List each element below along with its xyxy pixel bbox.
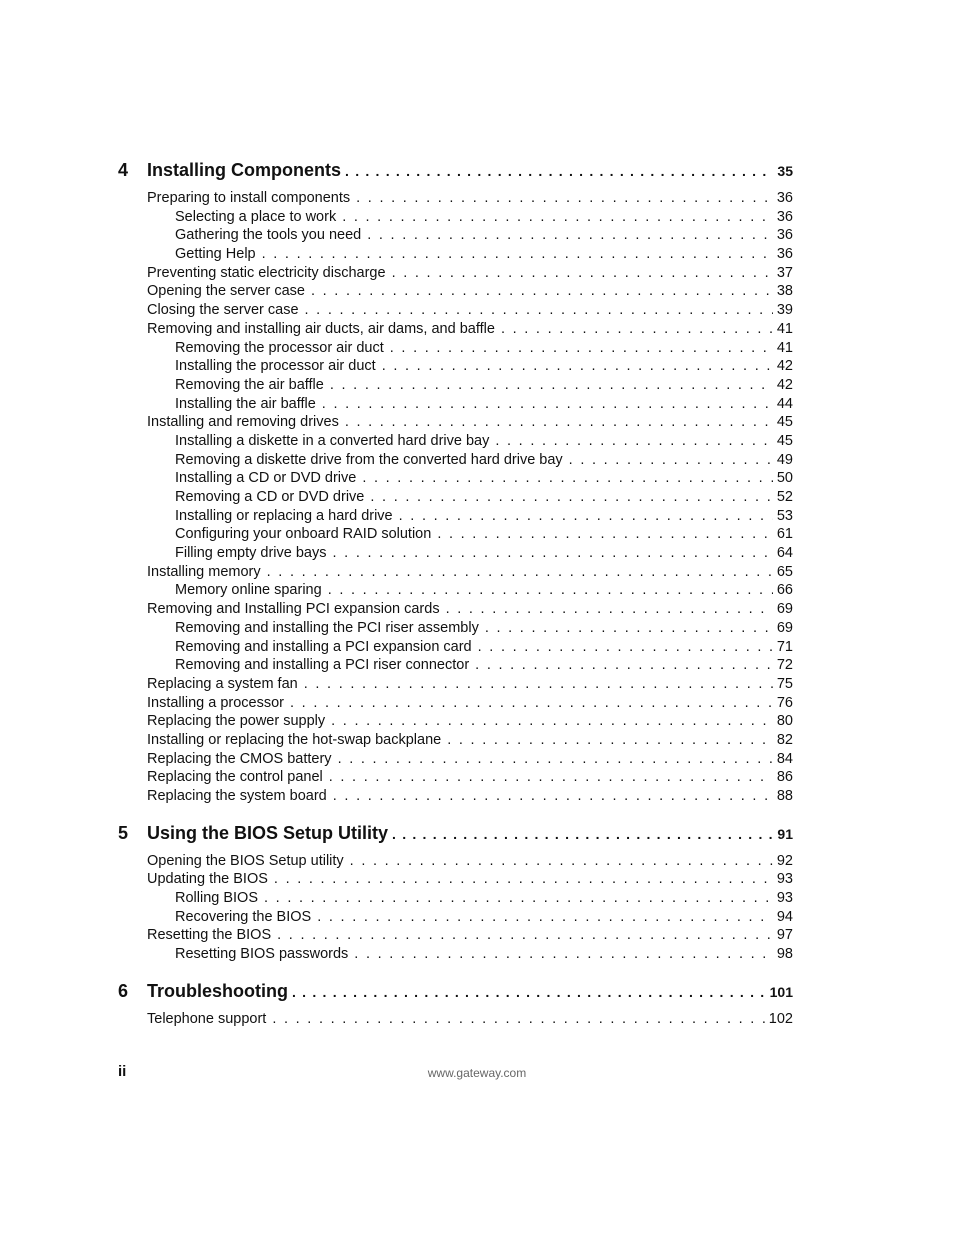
entry-title[interactable]: Replacing the CMOS battery [147,750,332,767]
entry-title[interactable]: Removing and installing a PCI riser connector [175,657,470,674]
toc-subsection-entry[interactable] [118,620,793,639]
chapter-gap [118,807,793,823]
dot-leader [322,396,773,412]
toc-section-entry[interactable] [118,676,793,695]
entry-page-number: 80 [776,713,793,730]
entry-title[interactable]: Removing a CD or DVD drive [175,489,365,505]
chapter-number: 6 [118,980,129,1001]
entry-title[interactable]: Preventing static electricity discharge [147,264,386,281]
entry-title[interactable]: Removing and installing the PCI riser assembly [175,619,479,636]
dot-leader [329,769,773,785]
dot-leader [328,582,773,598]
toc-subsection-entry[interactable] [118,358,793,377]
entry-title[interactable]: Installing memory [147,563,261,580]
entry-page-number: 42 [776,358,793,375]
toc-subsection-entry[interactable] [118,582,793,601]
dot-leader [356,190,773,206]
entry-page-number: 61 [776,526,793,543]
entry-page-number: 50 [776,470,793,487]
dot-leader [292,984,766,1000]
entry-title[interactable]: Replacing the control panel [147,769,323,786]
dot-leader [338,751,773,767]
entry-page-number: 49 [776,451,793,468]
dot-leader [317,909,773,925]
entry-title[interactable]: Preparing to install components [147,190,351,206]
toc-subsection-entry[interactable] [118,526,793,545]
entry-title[interactable]: Getting Help [175,246,256,263]
entry-page-number: 36 [776,246,793,263]
footer-page-number: ii [118,1063,127,1080]
entry-title[interactable]: Installing a CD or DVD drive [175,470,357,487]
toc-subsection-entry[interactable] [118,470,793,489]
entry-page-number: 102 [768,1010,793,1027]
entry-page-number: 92 [776,852,793,869]
entry-page-number: 41 [776,320,793,337]
chapter-page-number: 101 [769,983,793,1000]
entry-page-number: 88 [776,788,793,804]
entry-title[interactable]: Configuring your onboard RAID solution [175,526,432,543]
toc-section-entry[interactable] [118,1011,793,1030]
entry-title[interactable]: Installing and removing drives [147,414,339,431]
entry-page-number: 98 [776,946,793,963]
entry-title[interactable]: Installing or replacing a hard drive [175,507,393,524]
entry-title[interactable]: Filling empty drive bays [175,545,327,562]
dot-leader [345,163,773,179]
entry-page-number: 38 [776,283,793,300]
dot-leader [392,826,773,842]
entry-page-number: 64 [776,545,793,562]
entry-page-number: 93 [776,890,793,907]
entry-title[interactable]: Updating the BIOS [147,871,268,888]
toc-section-entry[interactable] [118,302,793,321]
toc-subsection-entry[interactable] [118,227,793,246]
entry-page-number: 65 [776,563,793,580]
entry-page-number: 52 [776,489,793,505]
dot-leader [478,639,773,655]
toc-section-entry[interactable] [118,601,793,620]
entry-page-number: 72 [776,657,793,674]
dot-leader [569,452,773,468]
entry-title[interactable]: Gathering the tools you need [175,227,362,244]
entry-page-number: 93 [776,871,793,888]
dot-leader [437,526,773,542]
entry-page-number: 94 [776,908,793,925]
entry-page-number: 41 [776,339,793,356]
entry-page-number: 39 [776,302,793,319]
toc-section-entry[interactable] [118,769,793,788]
toc-subsection-entry[interactable] [118,508,793,527]
entry-title[interactable]: Installing a processor [147,694,285,711]
toc-subsection-entry[interactable] [118,545,793,564]
dot-leader [342,209,773,225]
chapter-heading[interactable] [118,823,793,851]
entry-page-number: 71 [776,638,793,655]
toc-section-entry[interactable] [118,853,793,872]
toc-section-entry[interactable] [118,732,793,751]
dot-leader [333,545,773,561]
dot-leader [399,508,773,524]
toc-subsection-entry[interactable] [118,452,793,471]
entry-page-number: 82 [776,731,793,748]
toc-section-entry[interactable] [118,321,793,340]
toc-section-entry[interactable] [118,414,793,433]
toc-subsection-entry[interactable] [118,909,793,928]
dot-leader [277,927,773,943]
toc-subsection-entry[interactable] [118,396,793,415]
dot-leader [311,283,773,299]
dot-leader [290,695,773,711]
entry-title[interactable]: Removing and installing air ducts, air dams, and baffle [147,320,495,337]
chapter-number: 5 [118,822,129,843]
entry-title[interactable]: Resetting BIOS passwords [175,946,349,963]
entry-title[interactable]: Removing the processor air duct [175,339,384,356]
dot-leader [350,853,773,869]
entry-page-number: 76 [776,694,793,711]
entry-title[interactable]: Removing a diskette drive from the converted hard drive bay [175,451,563,468]
footer-url: www.gateway.com [427,1066,527,1080]
toc-subsection-entry[interactable] [118,639,793,658]
chapter-heading[interactable] [118,160,793,188]
table-of-contents [118,160,793,1030]
entry-page-number: 36 [776,208,793,225]
entry-title[interactable]: Replacing a system fan [147,675,298,692]
entry-page-number: 69 [776,619,793,636]
chapter-title[interactable]: Installing Components [147,160,342,180]
entry-title[interactable]: Installing or replacing the hot-swap backplane [147,731,442,748]
dot-leader [345,414,773,430]
toc-section-entry[interactable] [118,265,793,284]
entry-title[interactable]: Rolling BIOS [175,890,259,907]
chapter-number: 4 [118,160,129,180]
entry-title[interactable]: Replacing the system board [147,788,327,804]
toc-section-entry[interactable] [118,190,793,209]
toc-section-entry[interactable] [118,788,793,807]
dot-leader [331,713,773,729]
dot-leader [367,227,773,243]
dot-leader [274,871,773,887]
entry-page-number: 69 [776,601,793,618]
entry-title[interactable]: Installing the air baffle [175,395,316,412]
dot-leader [485,620,773,636]
chapter-title[interactable]: Using the BIOS Setup Utility [147,822,389,843]
chapter-heading[interactable] [118,981,793,1009]
entry-page-number: 37 [776,264,793,281]
entry-page-number: 36 [776,190,793,206]
dot-leader [392,265,773,281]
entry-page-number: 36 [776,227,793,244]
dot-leader [305,302,773,318]
entry-title[interactable]: Memory online sparing [175,582,322,599]
entry-title[interactable]: Telephone support [147,1010,267,1027]
dot-leader [304,676,773,692]
toc-section-entry[interactable] [118,695,793,714]
dot-leader [390,340,773,356]
entry-page-number: 45 [776,432,793,449]
dot-leader [330,377,773,393]
dot-leader [267,564,773,580]
chapter-page-number: 35 [777,163,793,179]
entry-title[interactable]: Removing the air baffle [175,376,324,393]
toc-subsection-entry[interactable] [118,340,793,359]
entry-title[interactable]: Installing the processor air duct [175,358,376,375]
dot-leader [362,470,773,486]
entry-page-number: 86 [776,769,793,786]
entry-title[interactable]: Removing and installing a PCI expansion card [175,638,472,655]
entry-page-number: 53 [776,507,793,524]
toc-section-entry[interactable] [118,751,793,770]
toc-section-entry[interactable] [118,927,793,946]
entry-page-number: 42 [776,376,793,393]
dot-leader [475,657,773,673]
entry-page-number: 75 [776,675,793,692]
toc-section-entry[interactable] [118,564,793,583]
toc-section-entry[interactable] [118,871,793,890]
toc-section-entry[interactable] [118,283,793,302]
entry-page-number: 45 [776,414,793,431]
toc-subsection-entry[interactable] [118,946,793,965]
chapter-page-number: 91 [777,825,793,842]
toc-subsection-entry[interactable] [118,657,793,676]
entry-page-number: 84 [776,750,793,767]
entry-page-number: 44 [776,395,793,412]
entry-title[interactable]: Opening the BIOS Setup utility [147,852,344,869]
toc-subsection-entry[interactable] [118,489,793,508]
dot-leader [264,890,773,906]
dot-leader [447,732,773,748]
entry-title[interactable]: Opening the server case [147,283,305,300]
toc-subsection-entry[interactable] [118,377,793,396]
dot-leader [382,358,773,374]
dot-leader [354,946,773,962]
entry-title[interactable]: Resetting the BIOS [147,927,272,944]
toc-subsection-entry[interactable] [118,890,793,909]
dot-leader [370,489,772,505]
dot-leader [446,601,773,617]
toc-subsection-entry[interactable] [118,246,793,265]
toc-subsection-entry[interactable] [118,209,793,228]
dot-leader [262,246,773,262]
entry-title[interactable]: Removing and Installing PCI expansion cards [147,601,440,618]
entry-title[interactable]: Replacing the power supply [147,713,326,730]
chapter-title[interactable]: Troubleshooting [147,980,288,1001]
entry-page-number: 97 [776,927,793,944]
entry-title[interactable]: Closing the server case [147,302,299,319]
toc-section-entry[interactable] [118,713,793,732]
entry-page-number: 66 [776,582,793,599]
dot-leader [501,321,773,337]
dot-leader [333,788,773,804]
chapter-gap [118,965,793,981]
toc-subsection-entry[interactable] [118,433,793,452]
dot-leader [495,433,773,449]
dot-leader [272,1011,764,1027]
entry-title[interactable]: Installing a diskette in a converted hard drive bay [175,432,490,449]
entry-title[interactable]: Recovering the BIOS [175,908,312,925]
entry-title[interactable]: Selecting a place to work [175,208,337,225]
